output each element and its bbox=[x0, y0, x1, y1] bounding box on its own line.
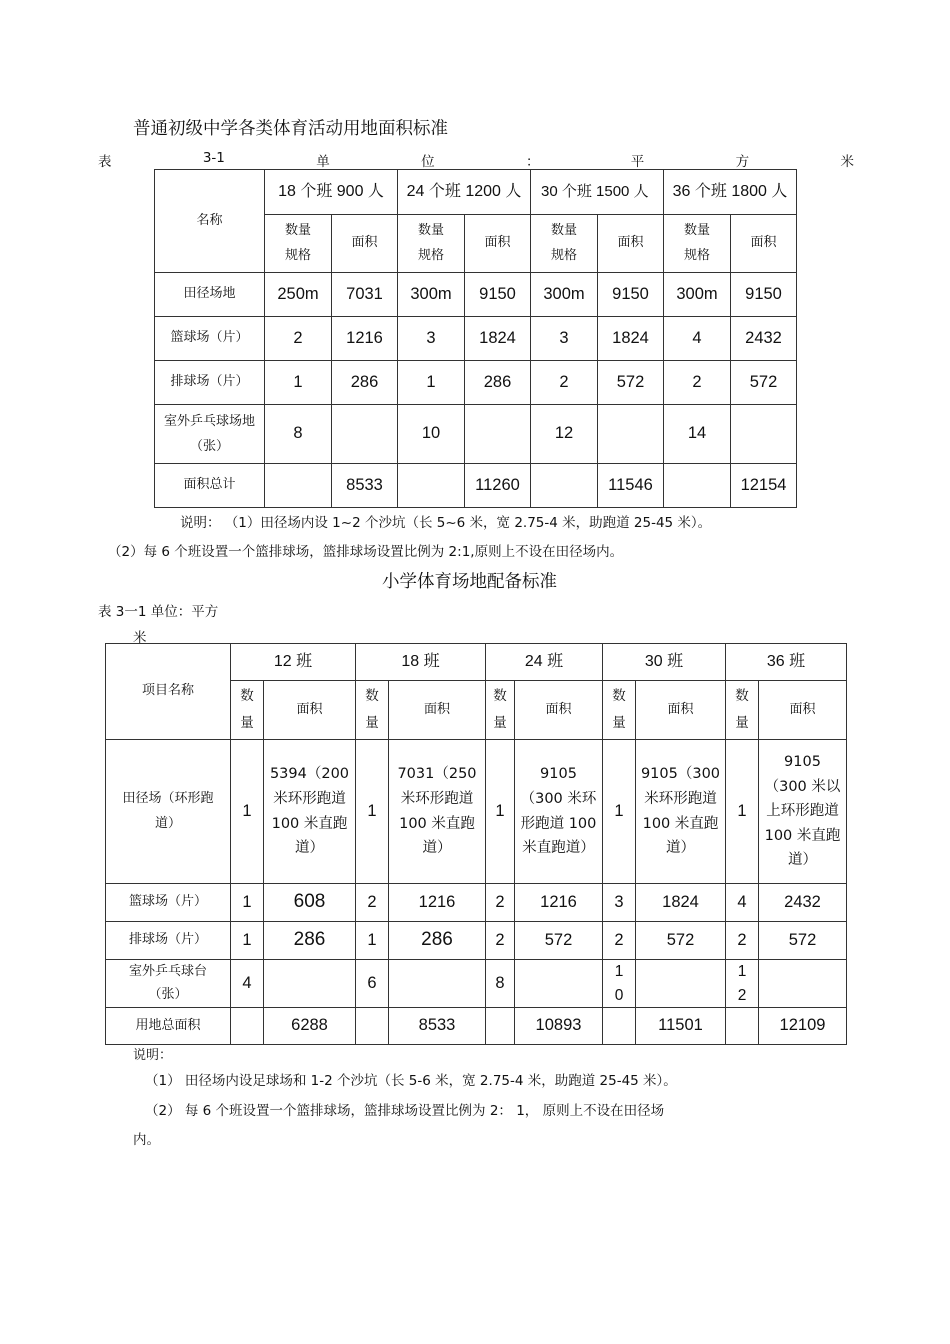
cell: 8 bbox=[486, 960, 515, 1008]
cell: 11260 bbox=[465, 464, 531, 508]
cell: 4 bbox=[231, 960, 264, 1008]
cell: 572 bbox=[515, 922, 603, 960]
cell: 1 bbox=[231, 884, 264, 922]
header-qty: 数量规格 bbox=[664, 215, 731, 273]
cell: 11546 bbox=[598, 464, 664, 508]
cell bbox=[231, 1008, 264, 1045]
cell: 572 bbox=[636, 922, 726, 960]
unit-char: 平 bbox=[630, 154, 645, 170]
cell: 2 bbox=[726, 922, 759, 960]
unit-char: 单 bbox=[316, 154, 330, 170]
header-area: 面积 bbox=[332, 215, 398, 273]
table-row bbox=[106, 922, 847, 960]
cell: 300m bbox=[398, 273, 465, 317]
cell bbox=[398, 464, 465, 508]
cell bbox=[759, 960, 847, 1008]
header-qty: 数量 bbox=[356, 681, 389, 740]
table1-note-2: （2）每 6 个班设置一个篮排球场，篮排球场设置比例为 2:1,原则上不设在田径场内。 bbox=[108, 544, 624, 560]
cell: 2 bbox=[265, 317, 332, 361]
middle-school-table bbox=[154, 169, 797, 508]
class-header: 18 个班 900 人 bbox=[265, 170, 398, 215]
cell: 7031 bbox=[332, 273, 398, 317]
row-name: 排球场（片） bbox=[155, 361, 265, 405]
row-name: 篮球场（片） bbox=[106, 884, 231, 922]
cell: 10893 bbox=[515, 1008, 603, 1045]
cell: 286 bbox=[264, 922, 356, 960]
cell: 250m bbox=[265, 273, 332, 317]
cell: 12 bbox=[531, 405, 598, 464]
cell bbox=[726, 1008, 759, 1045]
header-qty: 数量规格 bbox=[531, 215, 598, 273]
table1-unit-line bbox=[98, 150, 854, 170]
cell: 2 bbox=[486, 884, 515, 922]
cell: 572 bbox=[731, 361, 797, 405]
class-header: 30 班 bbox=[603, 644, 726, 681]
cell: 2 bbox=[603, 922, 636, 960]
unit-char: 位 bbox=[421, 154, 435, 170]
cell: 1 bbox=[726, 740, 759, 884]
cell bbox=[598, 405, 664, 464]
row-name: 排球场（片） bbox=[106, 922, 231, 960]
cell: 286 bbox=[389, 922, 486, 960]
cell: 1 bbox=[231, 740, 264, 884]
unit-char: ： bbox=[525, 154, 540, 170]
cell: 6 bbox=[356, 960, 389, 1008]
cell: 608 bbox=[264, 884, 356, 922]
cell bbox=[332, 405, 398, 464]
cell: 7031（250 米环形跑道 100 米直跑道） bbox=[389, 740, 486, 884]
primary-school-table bbox=[105, 643, 847, 1045]
header-qty: 数量 bbox=[231, 681, 264, 740]
header-name: 项目名称 bbox=[106, 644, 231, 740]
row-name: 用地总面积 bbox=[106, 1008, 231, 1045]
cell: 1824 bbox=[465, 317, 531, 361]
table2-note-1: （1） 田径场内设足球场和 1-2 个沙坑（长 5-6 米，宽 2.75-4 米，助跑道 25-45 米）。 bbox=[145, 1073, 677, 1089]
table-row bbox=[106, 1008, 847, 1045]
cell: 9105（300 米以上环形跑道 100 米直跑道） bbox=[759, 740, 847, 884]
cell: 12154 bbox=[731, 464, 797, 508]
unit-char: 3-1 bbox=[202, 150, 225, 166]
cell: 3 bbox=[398, 317, 465, 361]
cell: 2 bbox=[664, 361, 731, 405]
cell: 5394（200 米环形跑道 100 米直跑道） bbox=[264, 740, 356, 884]
cell: 11501 bbox=[636, 1008, 726, 1045]
cell: 8533 bbox=[389, 1008, 486, 1045]
cell: 286 bbox=[332, 361, 398, 405]
cell: 4 bbox=[664, 317, 731, 361]
cell: 1216 bbox=[332, 317, 398, 361]
cell bbox=[389, 960, 486, 1008]
cell: 12 bbox=[726, 960, 759, 1008]
table1-note-1: 说明： （1）田径场内设 1~2 个沙坑（长 5~6 米，宽 2.75-4 米，助跑道 25-45 米）。 bbox=[180, 515, 712, 531]
table-row bbox=[106, 884, 847, 922]
cell bbox=[731, 405, 797, 464]
cell: 2 bbox=[486, 922, 515, 960]
table-row bbox=[106, 740, 847, 884]
cell: 1 bbox=[356, 922, 389, 960]
class-header: 36 班 bbox=[726, 644, 847, 681]
cell bbox=[264, 960, 356, 1008]
cell: 2 bbox=[356, 884, 389, 922]
header-area: 面积 bbox=[515, 681, 603, 740]
header-qty: 数量 bbox=[603, 681, 636, 740]
class-header: 12 班 bbox=[231, 644, 356, 681]
row-name: 面积总计 bbox=[155, 464, 265, 508]
cell: 9105（300 米环形跑道 100 米直跑道） bbox=[515, 740, 603, 884]
class-header: 24 班 bbox=[486, 644, 603, 681]
cell bbox=[531, 464, 598, 508]
cell bbox=[636, 960, 726, 1008]
class-header: 24 个班 1200 人 bbox=[398, 170, 531, 215]
cell: 9105（300 米环形跑道 100 米直跑道） bbox=[636, 740, 726, 884]
cell: 2 bbox=[531, 361, 598, 405]
table2-title: 小学体育场地配备标准 bbox=[382, 572, 557, 592]
table2-unit-line-wrap: 米 bbox=[133, 630, 147, 646]
cell: 286 bbox=[465, 361, 531, 405]
row-name: 田径场（环形跑道） bbox=[106, 740, 231, 884]
cell bbox=[356, 1008, 389, 1045]
cell: 1 bbox=[356, 740, 389, 884]
cell: 12109 bbox=[759, 1008, 847, 1045]
cell: 3 bbox=[531, 317, 598, 361]
table-row bbox=[155, 317, 797, 361]
header-area: 面积 bbox=[759, 681, 847, 740]
cell: 1824 bbox=[598, 317, 664, 361]
cell: 1824 bbox=[636, 884, 726, 922]
cell: 14 bbox=[664, 405, 731, 464]
unit-char: 表 bbox=[98, 154, 112, 170]
header-qty: 数量规格 bbox=[265, 215, 332, 273]
header-area: 面积 bbox=[636, 681, 726, 740]
cell: 1216 bbox=[389, 884, 486, 922]
cell bbox=[486, 1008, 515, 1045]
cell: 6288 bbox=[264, 1008, 356, 1045]
cell: 4 bbox=[726, 884, 759, 922]
table-row bbox=[106, 960, 847, 1008]
cell bbox=[515, 960, 603, 1008]
class-header: 30 个班 1500 人 bbox=[531, 170, 664, 215]
cell bbox=[664, 464, 731, 508]
table-row bbox=[155, 361, 797, 405]
cell: 1 bbox=[265, 361, 332, 405]
table-row bbox=[155, 464, 797, 508]
table2-note-2: （2） 每 6 个班设置一个篮排球场，篮排球场设置比例为 2： 1， 原则上不设在田径场 bbox=[145, 1103, 665, 1119]
table1-title: 普通初级中学各类体育活动用地面积标准 bbox=[133, 119, 448, 139]
cell bbox=[265, 464, 332, 508]
cell: 8533 bbox=[332, 464, 398, 508]
table2-unit-line: 表 3一1 单位：平方 bbox=[98, 604, 219, 620]
unit-char: 方 bbox=[735, 154, 750, 170]
table2-note-label: 说明： bbox=[133, 1048, 173, 1063]
cell: 1216 bbox=[515, 884, 603, 922]
header-area: 面积 bbox=[389, 681, 486, 740]
cell: 10 bbox=[398, 405, 465, 464]
unit-char: 米 bbox=[840, 154, 854, 170]
cell: 2432 bbox=[759, 884, 847, 922]
table-row bbox=[155, 273, 797, 317]
cell: 9150 bbox=[465, 273, 531, 317]
class-header: 18 班 bbox=[356, 644, 486, 681]
header-area: 面积 bbox=[465, 215, 531, 273]
cell bbox=[465, 405, 531, 464]
cell bbox=[603, 1008, 636, 1045]
header-qty: 数量 bbox=[486, 681, 515, 740]
cell: 300m bbox=[531, 273, 598, 317]
header-qty: 数量 bbox=[726, 681, 759, 740]
class-header: 36 个班 1800 人 bbox=[664, 170, 797, 215]
cell: 572 bbox=[598, 361, 664, 405]
cell: 8 bbox=[265, 405, 332, 464]
table2-note-2-wrap: 内。 bbox=[133, 1132, 160, 1148]
row-name: 篮球场（片） bbox=[155, 317, 265, 361]
row-name: 室外乒乓球场地（张） bbox=[155, 405, 265, 464]
cell: 9150 bbox=[731, 273, 797, 317]
header-area: 面积 bbox=[264, 681, 356, 740]
cell: 572 bbox=[759, 922, 847, 960]
header-qty: 数量规格 bbox=[398, 215, 465, 273]
cell: 1 bbox=[603, 740, 636, 884]
cell: 2432 bbox=[731, 317, 797, 361]
cell: 10 bbox=[603, 960, 636, 1008]
row-name: 室外乒乓球台（张） bbox=[106, 960, 231, 1008]
header-area: 面积 bbox=[731, 215, 797, 273]
row-name: 田径场地 bbox=[155, 273, 265, 317]
cell: 9150 bbox=[598, 273, 664, 317]
cell: 1 bbox=[231, 922, 264, 960]
cell: 3 bbox=[603, 884, 636, 922]
cell: 1 bbox=[398, 361, 465, 405]
header-area: 面积 bbox=[598, 215, 664, 273]
cell: 300m bbox=[664, 273, 731, 317]
cell: 1 bbox=[486, 740, 515, 884]
table-row bbox=[155, 405, 797, 464]
header-name: 名称 bbox=[155, 170, 265, 273]
